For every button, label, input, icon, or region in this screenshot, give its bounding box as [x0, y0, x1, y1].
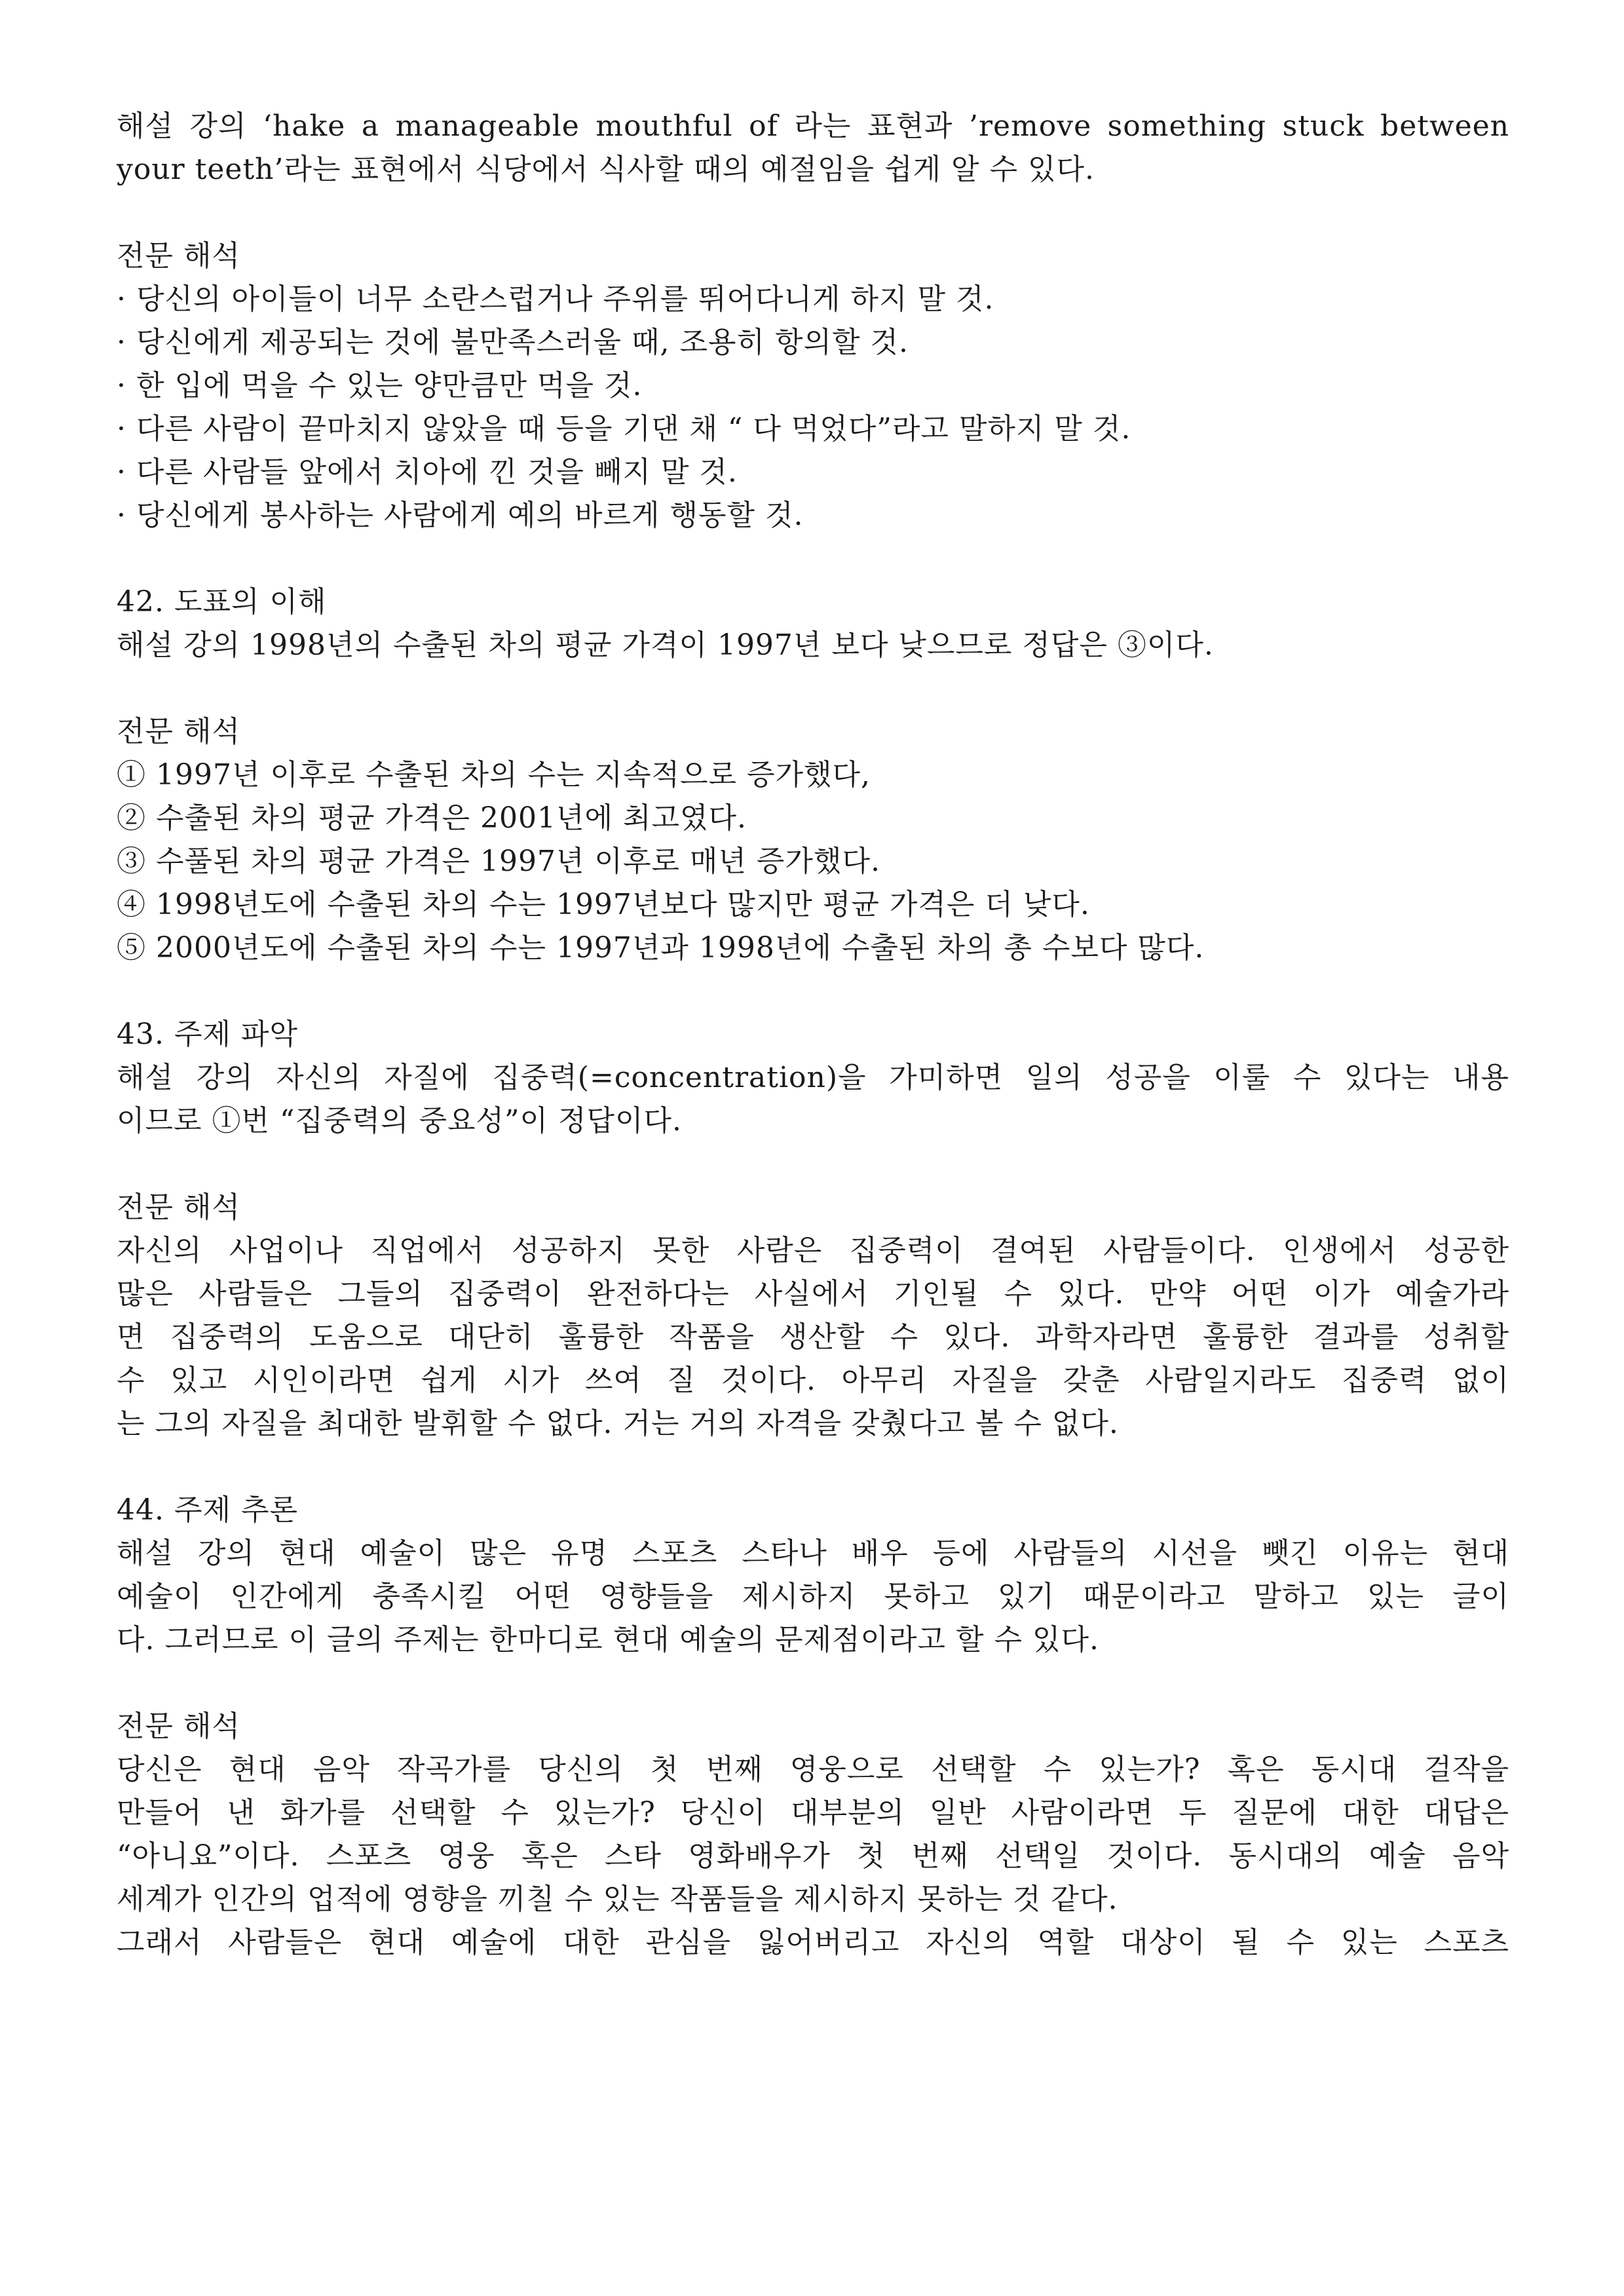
- explanation-line: 예술이 인간에게 충족시킬 어떤 영향들을 제시하지 못하고 있기 때문이라고 말하고 있는 글이: [117, 1580, 1509, 1613]
- option-item: ③ 수풀된 차의 평균 가격은 1997년 이후로 매년 증가했다.: [117, 845, 880, 878]
- spacer: [117, 970, 1509, 1013]
- translation-line: 수 있고 시인이라면 쉽게 시가 쓰여 질 것이다. 아무리 자질을 갖춘 사람일지라도 집중력 없이: [117, 1364, 1509, 1397]
- document-page: [117, 105, 1509, 1964]
- text-line: your teeth’라는 표현에서 식당에서 식사할 때의 예절임을 쉽게 알 수 있다.: [117, 153, 1095, 186]
- translation-heading: 전문 해석: [117, 1191, 241, 1224]
- option-item: ⑤ 2000년도에 수출된 차의 수는 1997년과 1998년에 수출된 차의 총 수보다 많다.: [117, 931, 1205, 965]
- explanation-line: 해설 강의 자신의 자질에 집중력(=concentration)을 가미하면 일의 성공을 이룰 수 있다는 내용: [117, 1061, 1509, 1094]
- question-43: [117, 1013, 1509, 1143]
- translation-line: “아니요”이다. 스포츠 영웅 혹은 스타 영화배우가 첫 번째 선택일 것이다. 동시대의 예술 음악: [117, 1839, 1509, 1873]
- translation-line: 그래서 사람들은 현대 예술에 대한 관심을 잃어버리고 자신의 역할 대상이 될 수 있는 스포츠: [117, 1926, 1509, 1959]
- explanation-line: 해설 강의 1998년의 수출된 차의 평균 가격이 1997년 보다 낮으므로 정답은 ③이다.: [117, 628, 1214, 662]
- translation-line: 는 그의 자질을 최대한 발휘할 수 없다. 거는 거의 자격을 갖췄다고 볼 수 없다.: [117, 1407, 1119, 1440]
- spacer: [117, 667, 1509, 710]
- q42-translation: [117, 710, 1509, 970]
- question-title: 42. 도표의 이해: [117, 585, 327, 619]
- spacer: [117, 191, 1509, 235]
- option-item: ① 1997년 이후로 수출된 차의 수는 지속적으로 증가했다,: [117, 758, 871, 792]
- bullet-item: · 당신에게 봉사하는 사람에게 예의 바르게 행동할 것.: [117, 499, 804, 532]
- explanation-line: 이므로 ①번 “집중력의 중요성”이 정답이다.: [117, 1104, 682, 1138]
- bullet-item: · 한 입에 먹을 수 있는 양만큼만 먹을 것.: [117, 369, 643, 402]
- bullet-item: · 다른 사람이 끝마치지 않았을 때 등을 기댄 채 “ 다 먹었다”라고 말하지 말 것.: [117, 412, 1131, 446]
- spacer: [117, 1445, 1509, 1489]
- explanation-line: 해설 강의 현대 예술이 많은 유명 스포츠 스타나 배우 등에 사람들의 시선을 뺏긴 이유는 현대: [117, 1537, 1509, 1570]
- question-title: 44. 주제 추론: [117, 1493, 298, 1527]
- bullet-item: · 당신의 아이들이 너무 소란스럽거나 주위를 뛰어다니게 하지 말 것.: [117, 282, 994, 316]
- translation-line: 자신의 사업이나 직업에서 성공하지 못한 사람은 집중력이 결여된 사람들이다. 인생에서 성공한: [117, 1234, 1509, 1267]
- translation-heading: 전문 해석: [117, 239, 241, 273]
- question-44: [117, 1489, 1509, 1662]
- q43-translation: [117, 1186, 1509, 1445]
- spacer: [117, 1662, 1509, 1705]
- option-item: ② 수출된 차의 평균 가격은 2001년에 최고였다.: [117, 801, 747, 835]
- q41-translation: [117, 235, 1509, 537]
- question-42: [117, 581, 1509, 667]
- translation-line: 세계가 인간의 업적에 영향을 끼칠 수 있는 작품들을 제시하지 못하는 것 같다.: [117, 1883, 1118, 1916]
- translation-line: 만들어 낸 화가를 선택할 수 있는가? 당신이 대부분의 일반 사람이라면 두 질문에 대한 대답은: [117, 1796, 1509, 1829]
- spacer: [117, 1143, 1509, 1186]
- translation-line: 당신은 현대 음악 작곡가를 당신의 첫 번째 영웅으로 선택할 수 있는가? 혹은 동시대 걸작을: [117, 1753, 1509, 1786]
- option-item: ④ 1998년도에 수출된 차의 수는 1997년보다 많지만 평균 가격은 더 낮다.: [117, 888, 1090, 921]
- q44-translation: [117, 1705, 1509, 1964]
- translation-line: 면 집중력의 도움으로 대단히 훌륭한 작품을 생산할 수 있다. 과학자라면 훌륭한 결과를 성취할: [117, 1320, 1509, 1354]
- text-line: 해설 강의 ‘hake a manageable mouthful of 라는 표현과 ’remove something stuck between: [117, 109, 1509, 143]
- translation-heading: 전문 해석: [117, 1710, 241, 1743]
- translation-line: 많은 사람들은 그들의 집중력이 완전하다는 사실에서 기인될 수 있다. 만약 어떤 이가 예술가라: [117, 1277, 1509, 1311]
- explanation-line: 다. 그러므로 이 글의 주제는 한마디로 현대 예술의 문제점이라고 할 수 있다.: [117, 1623, 1099, 1656]
- question-title: 43. 주제 파악: [117, 1018, 298, 1051]
- intro-explanation: [117, 105, 1509, 191]
- translation-heading: 전문 해석: [117, 715, 241, 748]
- bullet-item: · 다른 사람들 앞에서 치아에 낀 것을 빼지 말 것.: [117, 455, 738, 489]
- bullet-item: · 당신에게 제공되는 것에 불만족스러울 때, 조용히 항의할 것.: [117, 326, 909, 359]
- spacer: [117, 537, 1509, 581]
